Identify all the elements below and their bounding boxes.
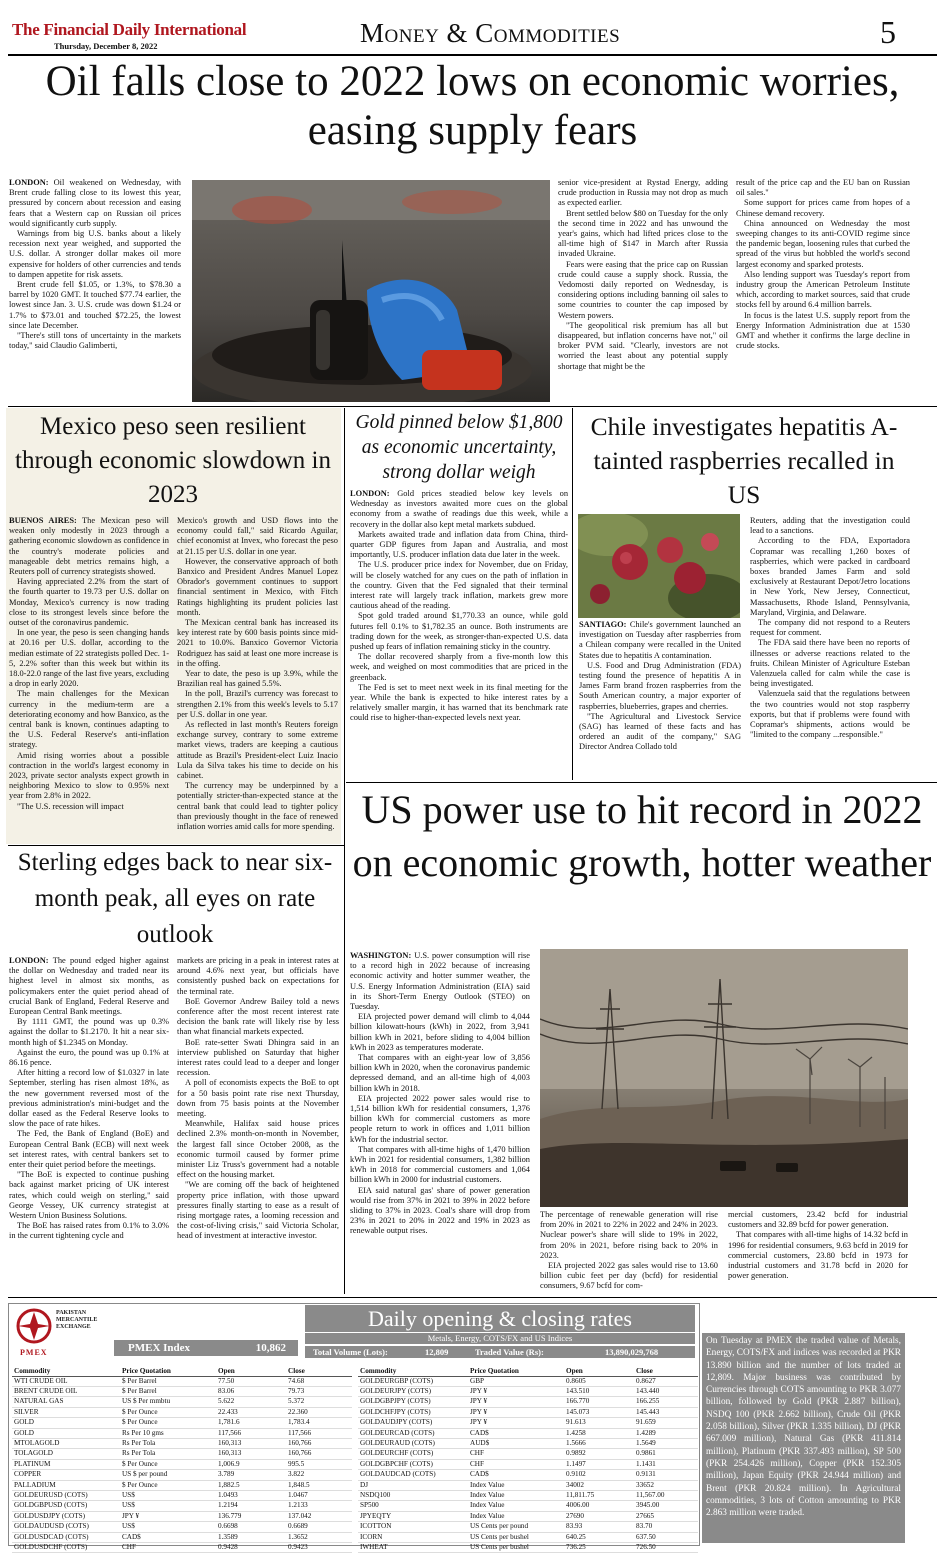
- table-row: [12, 1428, 352, 1438]
- volume-bar: [305, 1346, 695, 1358]
- table-row: [12, 1511, 352, 1521]
- rates-table-left: [12, 1366, 352, 1553]
- table-cell: 0.6698: [216, 1522, 286, 1532]
- table-cell: 145.073: [564, 1407, 634, 1417]
- oil-rule: [8, 406, 937, 407]
- table-cell: 1.4258: [564, 1428, 634, 1438]
- table-cell: US Cents per pound: [468, 1522, 564, 1532]
- table-cell: 3.822: [286, 1470, 352, 1480]
- table-row: [358, 1376, 698, 1386]
- table-cell: US$: [120, 1501, 216, 1511]
- masthead: The Financial Daily International: [12, 20, 247, 39]
- table-cell: 160,766: [286, 1449, 352, 1459]
- table-cell: 11,567.00: [634, 1490, 698, 1500]
- table-row: [12, 1438, 352, 1448]
- metals-label: Metals, Energy, COTS/FX and US Indices: [305, 1333, 695, 1344]
- table-cell: CHF: [120, 1543, 216, 1553]
- table-cell: CAD$: [120, 1532, 216, 1542]
- table-cell: GOLDAUDUSD (COTS): [12, 1522, 120, 1532]
- gold-dateline: LONDON:: [350, 489, 390, 498]
- rates-top-rule: [8, 1297, 937, 1298]
- table-cell: 1.3589: [216, 1532, 286, 1542]
- table-cell: 1.5666: [564, 1438, 634, 1448]
- table-cell: NATURAL GAS: [12, 1397, 120, 1407]
- table-cell: $ Per Ounce: [120, 1407, 216, 1417]
- table-row: [12, 1480, 352, 1490]
- gold-headline: Gold pinned below $1,800 as economic uncertainty, strong dollar weigh: [355, 412, 563, 483]
- column-rule-mid: [572, 408, 573, 780]
- pmex-logo-icon: [14, 1306, 54, 1346]
- table-cell: 0.9131: [634, 1470, 698, 1480]
- col-close: Close: [286, 1366, 352, 1376]
- table-cell: TOLAGOLD: [12, 1449, 120, 1459]
- table-row: [12, 1397, 352, 1407]
- table-cell: ICOTTON: [358, 1522, 468, 1532]
- mexico-col-1: BUENOS AIRES: The Mexican peso will weaken only modestly in 2023 through a gathering economic slowdown as confidence in the country's moderate policies and manageable debt metrics remains high, a Reuters poll of currency strategists showed. Having appreciated 2.2% from the start of the fourth quarter to 19.73 per U.S. dollar on Monday, Mexico's currency is now trading close to its strongest levels since before the outset of the coronavirus pandemic. In one year, the peso is seen changing hands at 20.16 per U.S. dollar, according to the median estimate of 22 strategists polled Dec. 1-5, 2.2% softer than this week but within its 18.0-22.0 range of the last five years, excluding a drop in early 2020. The main challenges for the Mexican currency in the medium-term are a deteriorating economy and how Banxico, as the central bank is known, continues adapting to the U.S. Federal Reserve's anti-inflation strategy. Amid rising worries about a possible contraction in the world's largest economy in 2023, private sector analysts expect growth in neighboring Mexico to slow to 0.95% next year from 2.8% in 2022. "The U.S. recession will impact: [9, 516, 169, 811]
- table-cell: 137.042: [286, 1511, 352, 1521]
- table-cell: 995.5: [286, 1459, 352, 1469]
- table-row: [12, 1501, 352, 1511]
- power-col-3: mercial customers, 23.42 bcfd for industrial customers and 32.89 bcfd for power generation. That compares with all-time highs of 14.32 bcfd in 1996 for residential consumers, 9.63 bcfd in 2019 for commercial customers, 23.80 bcfd in 1973 for industrial customers and 31.78 bcfd in 2020 for power generation.: [728, 1210, 908, 1281]
- table-row: [12, 1449, 352, 1459]
- pmex-summary: On Tuesday at PMEX the traded value of Metals, Energy, COTS/FX and indices was recorded at PKR 13.890 billion and the number of lots traded at 12,809. Major business was contributed by Currencies through COTS amounting to PKR 3.077 billion, followed by Gold (PKR 2.887 billion), NSDQ 100 (PKR 2.662 billion), Crude Oil (PKR 2.058 billion), Silver (PKR 1.335 billion), DJ (PKR 667.009 million), Natural Gas (PKR 411.814 million), Platinum (PKR 337.493 million), SP 500 (PKR 254.426 million), Copper (PKR 152.305 million), Japan Equity (PKR 24.944 million) and Brent (PKR 20.824 million). In Agricultural commodities, 3 lots of Cotton amounting to PKR 2.863 million were traded.: [702, 1333, 905, 1543]
- logo-text: PAKISTAN MERCANTILE EXCHANGE: [56, 1310, 98, 1330]
- pmex-index-value: 10,862: [255, 1342, 286, 1354]
- table-row: [358, 1397, 698, 1407]
- table-cell: 1,882.5: [216, 1480, 286, 1490]
- table-cell: GOLDEURGBP (COTS): [358, 1376, 468, 1386]
- table-cell: WTI CRUDE OIL: [12, 1376, 120, 1386]
- table-cell: $ Per Ounce: [120, 1418, 216, 1428]
- table-cell: GOLDCHFJPY (COTS): [358, 1407, 468, 1417]
- table-cell: Index Value: [468, 1501, 564, 1511]
- table-cell: JPY ¥: [120, 1511, 216, 1521]
- table-cell: GBP: [468, 1376, 564, 1386]
- section-title: Money & Commodities: [360, 18, 621, 48]
- table-cell: GOLDUSDCAD (COTS): [12, 1532, 120, 1542]
- table-row: [358, 1449, 698, 1459]
- logo-abbr: PMEX: [20, 1348, 48, 1357]
- table-cell: 0.6689: [286, 1522, 352, 1532]
- power-col-1: WASHINGTON: U.S. power consumption will rise to a record high in 2022 because of increasing economic activity and hotter summer weather, the U.S. Energy Information Administration (EIA) said in its Short-Term Energy Outlook (STEO) on Tuesday. EIA projected power demand will climb to 4,044 billion kilowatt-hours (kWh) in 2022, from 3,941 billion kWh in 2021, before sliding to 4,004 billion kWh in 2023 as temperatures moderate. That compares with an eight-year low of 3,856 billion kWh in 2020, when the coronavirus pandemic depressed demand, and an all-time high of 4,003 billion kWh in 2018. EIA projected 2022 power sales would rise to 1,514 billion kWh for residential consumers, 1,376 billion kWh for commercial customers as more people return to work in offices and 1,011 billion kWh for the industrial sector. That compares with all-time highs of 1,470 billion kWh in 2021 for residential consumers, 1,382 billion kWh in 2018 for commercial customers and 1,064 billion kWh in 2000 for industrial customers. EIA said natural gas' share of power generation would rise from 37% in 2021 to 39% in 2022 before sliding to 37% in 2023. Coal's share will drop from 23% in 2021 to 20% in 2022 and 19% in 2023 as renewable output rises.: [350, 951, 530, 1236]
- table-cell: Index Value: [468, 1480, 564, 1490]
- table-cell: GOLDUSDJPY (COTS): [12, 1511, 120, 1521]
- table-cell: 3945.00: [634, 1501, 698, 1511]
- power-headline: US power use to hit record in 2022 on economic growth, hotter weather: [352, 787, 932, 885]
- table-cell: 22.433: [216, 1407, 286, 1417]
- table-row: [12, 1490, 352, 1500]
- col-commodity: Commodity: [358, 1366, 468, 1376]
- oil-col-1: LONDON: Oil weakened on Wednesday, with Brent crude falling close to its lowest this year, pressured by concern about recession and easing fears that a Western cap on Russian oil prices would significantly curb supply. Warnings from big U.S. banks about a likely recession next year weighed, and supported the U.S. dollar. A stronger dollar makes oil more expensive for holders of other currencies and tends to dampen appetite for risk assets. Brent crude fell $1.05, or 1.3%, to $78.30 a barrel by 1020 GMT. It touched $77.74 earlier, the lowest since Jan. 3. U.S. crude was down $1.24 or 1.7% to $73.01 and touched $72.25, the lowest since late December. "There's still tons of uncertainty in the markets today," said Claudio Galimberti,: [9, 178, 181, 351]
- oil-headline: Oil falls close to 2022 lows on economic worries, easing supply fears: [45, 58, 900, 154]
- table-cell: JPY ¥: [468, 1407, 564, 1417]
- table-cell: 83.70: [634, 1522, 698, 1532]
- table-row: [358, 1407, 698, 1417]
- table-cell: JPYEQTY: [358, 1511, 468, 1521]
- table-cell: 34002: [564, 1480, 634, 1490]
- table-cell: ICORN: [358, 1532, 468, 1542]
- oil-col-4: result of the price cap and the EU ban on Russian oil sales." Some support for prices came from hopes of a Chinese demand recovery. China announced on Wednesday the most sweeping changes to its anti-COVID regime since the pandemic began, loosening rules that curbed the spread of the virus but hobbled the world's second largest economy and sparked protests. Also lending support was Tuesday's report from industry group the American Petroleum Institute which, according to market sources, said that crude stocks fell by around 6.4 million barrels. In focus is the latest U.S. supply report from the Energy Information Administration due at 1530 GMT and whether it confirms the large decline in crude stocks.: [736, 178, 910, 351]
- pmex-index-bar: [114, 1340, 298, 1356]
- table-row: [358, 1532, 698, 1542]
- table-cell: 0.8627: [634, 1376, 698, 1386]
- table-cell: 0.8605: [564, 1376, 634, 1386]
- table-cell: Rs Per Tola: [120, 1438, 216, 1448]
- table-cell: 160,766: [286, 1438, 352, 1448]
- table-cell: AUD$: [468, 1438, 564, 1448]
- table-cell: 0.9423: [286, 1543, 352, 1553]
- table-row: [358, 1543, 698, 1553]
- table-cell: 1.0467: [286, 1490, 352, 1500]
- issue-date: Thursday, December 8, 2022: [54, 41, 158, 51]
- table-row: [358, 1459, 698, 1469]
- table-cell: GOLDAUDCAD (COTS): [358, 1470, 468, 1480]
- table-cell: 5.622: [216, 1397, 286, 1407]
- table-cell: GOLDEURJPY (COTS): [358, 1386, 468, 1396]
- table-cell: 1.0493: [216, 1490, 286, 1500]
- table-cell: 83.93: [564, 1522, 634, 1532]
- col-open: Open: [564, 1366, 634, 1376]
- sterling-col-2: markets are pricing in a peak in interest rates at around 4.6% next year, but officials have consistently pushed back on expectations for the terminal rate. BoE Governor Andrew Bailey told a news conference after the most recent interest rate decision the bank rate will likely rise by less than what financial markets expected. BoE rate-setter Swati Dhingra said in an interview published on Saturday that higher interest rates could lead to a deeper and longer recession. A poll of economists expects the BoE to opt for a 50 basis point rate rise next Thursday, down from 75 basis points at the November meeting. Meanwhile, Halifax said house prices declined 2.3% month-on-month in November, the largest fall since October 2008, as the economic turmoil caused by former prime minister Liz Truss's government had a notable effect on the housing market. "We are coming off the back of heightened property price inflation, with those upward pressures finally starting to ease as a result of rising mortgage rates, a looming recession and the cost-of-living crisis," said Victoria Scholar, head of investment at interactive investor.: [177, 956, 339, 1241]
- table-cell: US Cents per bushel: [468, 1532, 564, 1542]
- table-cell: SILVER: [12, 1407, 120, 1417]
- chile-col-2: Reuters, adding that the investigation could lead to a sanctions. According to the FDA, Exportadora Copramar was recalling 1,260 boxes of raspberries, which were packed in cardboard boxes branded James Farm and sold exclusively at Restaurant Depot/Jetro locations in New York, New Jersey, Connecticut, Massachusetts, Rhode Island, Pennsylvania, Maryland, Virginia, and Delaware. The company did not respond to a Reuters request for comment. The FDA said there have been no reports of illnesses or adverse reactions related to the fruits. Chilean Minister of Agriculture Esteban Valenzuela called for calm while the case is being investigated. Valenzuela said that the regulations between the two countries would not stop raspberry exports, but that if problems were found with Copramar's shipments, actions would be "limited to the company ...responsible.": [750, 516, 910, 740]
- table-cell: 143.440: [634, 1386, 698, 1396]
- table-cell: CAD$: [468, 1470, 564, 1480]
- table-cell: $ Per Ounce: [120, 1459, 216, 1469]
- table-cell: 0.9861: [634, 1449, 698, 1459]
- table-cell: 79.73: [286, 1386, 352, 1396]
- table-row: [358, 1386, 698, 1396]
- table-cell: 27665: [634, 1511, 698, 1521]
- mexico-col-2: Mexico's growth and USD flows into the economy could fall," said Ricardo Aguilar, chief economist at Invex, who forecast the peso at 21.15 per U.S. dollar in one year. However, the conservative approach of both Banxico and President Andres Manuel Lopez Obrador's government continues to support financial sentiment in Mexico, with Fitch Ratings highlighting its prudent policies last month. The Mexican central bank has increased its key interest rate by 600 basis points since mid-2021 to 10.0%. Banxico Governor Victoria Rodriguez has said at least one more increase is in the offing. Year to date, the peso is up 3.9%, while the Brazilian real has gained 5.5%. In the poll, Brazil's currency was forecast to strengthen 2.1% from this week's levels to 5.17 per U.S. dollar in one year. As reflected in last month's Reuters foreign exchange survey, contrary to some extreme market views, traders are keeping a cautious attitude as Brazil's President-elect Luiz Inacio Lula da Silva takes his time to decide on his cabinet. The currency may be underpinned by a potentially stricter-than-expected stance at the central bank that could lead to tighter policy than previously thought in the face of renewed inflation worries amid calls for more spending.: [177, 516, 338, 832]
- power-lines-photo: [540, 949, 908, 1207]
- table-cell: 117,566: [286, 1428, 352, 1438]
- table-cell: 1,848.5: [286, 1480, 352, 1490]
- table-cell: Rs Per Tola: [120, 1449, 216, 1459]
- col-commodity: Commodity: [12, 1366, 120, 1376]
- table-cell: 1.2133: [286, 1501, 352, 1511]
- rates-title: Daily opening & closing rates: [305, 1305, 695, 1332]
- table-cell: US Cents per bushel: [468, 1543, 564, 1553]
- volume-value: 12,809: [425, 1347, 449, 1357]
- table-row: [12, 1532, 352, 1542]
- table-cell: 166.770: [564, 1397, 634, 1407]
- table-cell: 1,781.6: [216, 1418, 286, 1428]
- gold-body: LONDON: Gold prices steadied below key levels on Wednesday as investors awaited more cues on the global economy from a swathe of readings due this week, while a recovery in the dollar also kept metal markets subdued. Markets awaited trade and inflation data from China, third-quarter GDP figures from Japan and Australia, and most importantly, U.S. producer inflation data due later in the week. The U.S. producer price index for November, due on Friday, will be closely watched for any cues on the path of inflation in the country. Given that the Fed signaled that their terminal interest rate will largely track inflation, markets grew more cautious ahead of the reading. Spot gold traded around $1,770.33 an ounce, while gold futures fell 0.1% to $1,782.35 an ounce. Both instruments are trading down for the week, as stronger-than-expected U.S. data pushed up fears of inflation remaining sticky in the country. The dollar recovered sharply from a five-month low this week, and weighed on most commodities that are priced in the greenback. The Fed is set to meet next week in its final meeting for the year. While the bank is expected to hike interest rates by a relatively smaller margin, it has warned that its benchmark rate could rise to higher-than-expected levels next year.: [350, 489, 568, 723]
- power-dateline: WASHINGTON:: [350, 951, 412, 960]
- table-cell: 1.1431: [634, 1459, 698, 1469]
- table-cell: $ Per Ounce: [120, 1480, 216, 1490]
- table-cell: GOLDEURUSD (COTS): [12, 1490, 120, 1500]
- sterling-col-1: LONDON: The pound edged higher against the dollar on Wednesday and traded near its highest level in almost six months, as policymakers enter the quiet period ahead of crucial Bank of England, Federal Reserve and European Central Bank meetings. By 1111 GMT, the pound was up 0.3% against the dollar to $1.2170. It hit a near six-month high of $1.2345 on Monday. Against the euro, the pound was up 0.1% at 86.16 pence. After hitting a record low of $1.0327 in late September, sterling has risen almost 18%, as the new government reversed most of the previous administration's mini-budget and the dollar eased as the Federal Reserve looks to slow the pace of rate hikes. The Fed, the Bank of England (BoE) and European Central Bank (ECB) will next week set interest rates, with central bankers set to enter their quiet period before the meetings. "The BoE is expected to continue pushing back against market pricing of UK interest rates, which could weigh on sterling," said George Vessey, UK currency strategist at Western Union Business Solutions. The BoE has raised rates from 0.1% to 3.0% in the current tightening cycle and: [9, 956, 169, 1241]
- table-cell: 3.789: [216, 1470, 286, 1480]
- table-cell: 0.9102: [564, 1470, 634, 1480]
- chile-headline: Chile investigates hepatitis A-tainted raspberries recalled in US: [590, 412, 898, 509]
- table-cell: 27690: [564, 1511, 634, 1521]
- table-cell: 11,811.75: [564, 1490, 634, 1500]
- table-cell: NSDQ100: [358, 1490, 468, 1500]
- table-cell: Index Value: [468, 1511, 564, 1521]
- chile-col-1: SANTIAGO: Chile's government launched an investigation on Tuesday after raspberries from a Chilean company were recalled in the United States due to hepatitis A contamination. U.S. Food and Drug Administration (FDA) testing found the presence of hepatitis A in James Farm brand frozen raspberries from the South American country, a major exporter of raspberries, blueberries, grapes and cherries. "The Agricultural and Livestock Service (SAG) has learned of these facts and has ordered an audit of the company," SAG Director Andrea Collado told: [579, 620, 741, 752]
- table-cell: PLATINUM: [12, 1459, 120, 1469]
- table-cell: CAD$: [468, 1428, 564, 1438]
- sterling-headline: Sterling edges back to near six-month peak, all eyes on rate outlook: [17, 849, 333, 948]
- table-cell: 1.1497: [564, 1459, 634, 1469]
- table-cell: GOLDEURCHF (COTS): [358, 1449, 468, 1459]
- table-cell: 91.659: [634, 1418, 698, 1428]
- table-cell: 4006.00: [564, 1501, 634, 1511]
- table-row: [12, 1522, 352, 1532]
- table-cell: US$: [120, 1522, 216, 1532]
- table-cell: 1.3652: [286, 1532, 352, 1542]
- table-cell: 22.360: [286, 1407, 352, 1417]
- table-cell: US$: [120, 1490, 216, 1500]
- table-row: [358, 1501, 698, 1511]
- table-cell: Rs Per 10 gms: [120, 1428, 216, 1438]
- col-open: Open: [216, 1366, 286, 1376]
- table-cell: 33652: [634, 1480, 698, 1490]
- col-close: Close: [634, 1366, 698, 1376]
- table-cell: DJ: [358, 1480, 468, 1490]
- table-cell: $ Per Barrel: [120, 1386, 216, 1396]
- table-cell: 77.50: [216, 1376, 286, 1386]
- table-cell: 0.9428: [216, 1543, 286, 1553]
- table-cell: 1.4289: [634, 1428, 698, 1438]
- column-rule-left: [344, 408, 345, 1294]
- table-cell: 1.5649: [634, 1438, 698, 1448]
- table-cell: 166.255: [634, 1397, 698, 1407]
- table-row: [358, 1470, 698, 1480]
- traded-value: 13,890,029,768: [605, 1347, 659, 1357]
- table-cell: GOLDEURCAD (COTS): [358, 1428, 468, 1438]
- table-cell: COPPER: [12, 1470, 120, 1480]
- mexico-dateline: BUENOS AIRES:: [9, 516, 77, 525]
- table-cell: IWHEAT: [358, 1543, 468, 1553]
- table-cell: 136.779: [216, 1511, 286, 1521]
- table-cell: 0.9892: [564, 1449, 634, 1459]
- table-row: [12, 1459, 352, 1469]
- table-cell: 1,006.9: [216, 1459, 286, 1469]
- chile-dateline: SANTIAGO:: [579, 620, 627, 629]
- table-cell: GOLDGBPUSD (COTS): [12, 1501, 120, 1511]
- table-cell: GOLDGBPCHF (COTS): [358, 1459, 468, 1469]
- rates-left-header: [12, 1366, 352, 1376]
- table-row: [358, 1480, 698, 1490]
- table-cell: 160,313: [216, 1438, 286, 1448]
- table-row: [12, 1376, 352, 1386]
- table-row: [358, 1418, 698, 1428]
- table-cell: GOLDGBPJPY (COTS): [358, 1397, 468, 1407]
- table-cell: US $ per pound: [120, 1470, 216, 1480]
- pmex-index-label: PMEX Index: [128, 1342, 191, 1354]
- table-cell: CHF: [468, 1459, 564, 1469]
- page-number: 5: [880, 14, 896, 50]
- pmex-logo: [12, 1306, 110, 1362]
- table-cell: 726.50: [634, 1543, 698, 1553]
- table-cell: GOLD: [12, 1418, 120, 1428]
- table-cell: BRENT CRUDE OIL: [12, 1386, 120, 1396]
- table-cell: 5.372: [286, 1397, 352, 1407]
- table-row: [358, 1428, 698, 1438]
- table-cell: 83.06: [216, 1386, 286, 1396]
- table-cell: Index Value: [468, 1490, 564, 1500]
- sterling-dateline: LONDON:: [9, 956, 49, 965]
- table-cell: MTOLAGOLD: [12, 1438, 120, 1448]
- col-quotation: Price Quotation: [120, 1366, 216, 1376]
- table-cell: 637.50: [634, 1532, 698, 1542]
- raspberry-photo: [578, 514, 740, 618]
- traded-label: Traded Value (Rs):: [475, 1347, 544, 1357]
- table-cell: 74.68: [286, 1376, 352, 1386]
- table-row: [12, 1386, 352, 1396]
- table-cell: $ Per Barrel: [120, 1376, 216, 1386]
- table-cell: GOLDEURAUD (COTS): [358, 1438, 468, 1448]
- table-cell: GOLDAUDJPY (COTS): [358, 1418, 468, 1428]
- header-rule: [8, 54, 937, 56]
- table-cell: GOLD: [12, 1428, 120, 1438]
- table-cell: JPY ¥: [468, 1418, 564, 1428]
- oil-photo: [192, 180, 550, 402]
- table-cell: PALLADIUM: [12, 1480, 120, 1490]
- table-row: [358, 1490, 698, 1500]
- table-cell: 1,783.4: [286, 1418, 352, 1428]
- oil-sample-illustration: [192, 180, 550, 402]
- table-cell: 145.443: [634, 1407, 698, 1417]
- table-cell: CHF: [468, 1449, 564, 1459]
- oil-col-3: senior vice-president at Rystad Energy, adding crude production in Russia may not drop as much as expected earlier. Brent settled below $80 on Tuesday for the only the second time in 2022 and has unwound the year's gains, which had lifted prices close to the all-time high of $147 in March after Russia invaded Ukraine. Fears were easing that the price cap on Russian crude could cause a supply shock. Russia, the Vedomosti daily reported on Wednesday, is considering options including banning oil sales to some countries to counter the cap imposed by Western powers. "The geopolitical risk premium has all but disappeared, but inflation concerns have not," oil broker PVM said. "Clearly, investors are not worried the least about any potential supply shortage that might be the: [558, 178, 728, 371]
- volume-label: Total Volume (Lots):: [313, 1347, 388, 1357]
- table-cell: GOLDUSDCHF (COTS): [12, 1543, 120, 1553]
- table-cell: US $ Per mmbtu: [120, 1397, 216, 1407]
- table-cell: SP500: [358, 1501, 468, 1511]
- col-quotation: Price Quotation: [468, 1366, 564, 1376]
- table-row: [358, 1438, 698, 1448]
- table-cell: JPY ¥: [468, 1386, 564, 1396]
- table-cell: 117,566: [216, 1428, 286, 1438]
- table-row: [12, 1470, 352, 1480]
- wind-turbines-illustration: [540, 949, 908, 1207]
- power-col-2: The percentage of renewable generation will rise from 20% in 2021 to 22% in 2022 and 24% in 2023. Nuclear power's share will slide to 19% in 2022, from 20% in 2021, before rising back to 20% in 2023. EIA projected 2022 gas sales would rise to 13.60 billion cubic feet per day (bcfd) for residential consumers, 9.67 bcfd for com-: [540, 1210, 718, 1291]
- table-cell: 143.510: [564, 1386, 634, 1396]
- table-row: [12, 1543, 352, 1553]
- table-row: [12, 1418, 352, 1428]
- table-row: [358, 1511, 698, 1521]
- table-cell: 1.2194: [216, 1501, 286, 1511]
- table-cell: 160,313: [216, 1449, 286, 1459]
- raspberry-illustration: [578, 514, 740, 618]
- rates-table-right: [358, 1366, 698, 1553]
- table-cell: 91.613: [564, 1418, 634, 1428]
- rates-right-header: [358, 1366, 698, 1376]
- table-cell: JPY ¥: [468, 1397, 564, 1407]
- table-row: [12, 1407, 352, 1417]
- table-cell: 736.25: [564, 1543, 634, 1553]
- oil-dateline: LONDON:: [9, 178, 49, 187]
- table-row: [358, 1522, 698, 1532]
- table-cell: 640.25: [564, 1532, 634, 1542]
- mexico-headline: Mexico peso seen resilient through economic slowdown in 2023: [15, 413, 331, 508]
